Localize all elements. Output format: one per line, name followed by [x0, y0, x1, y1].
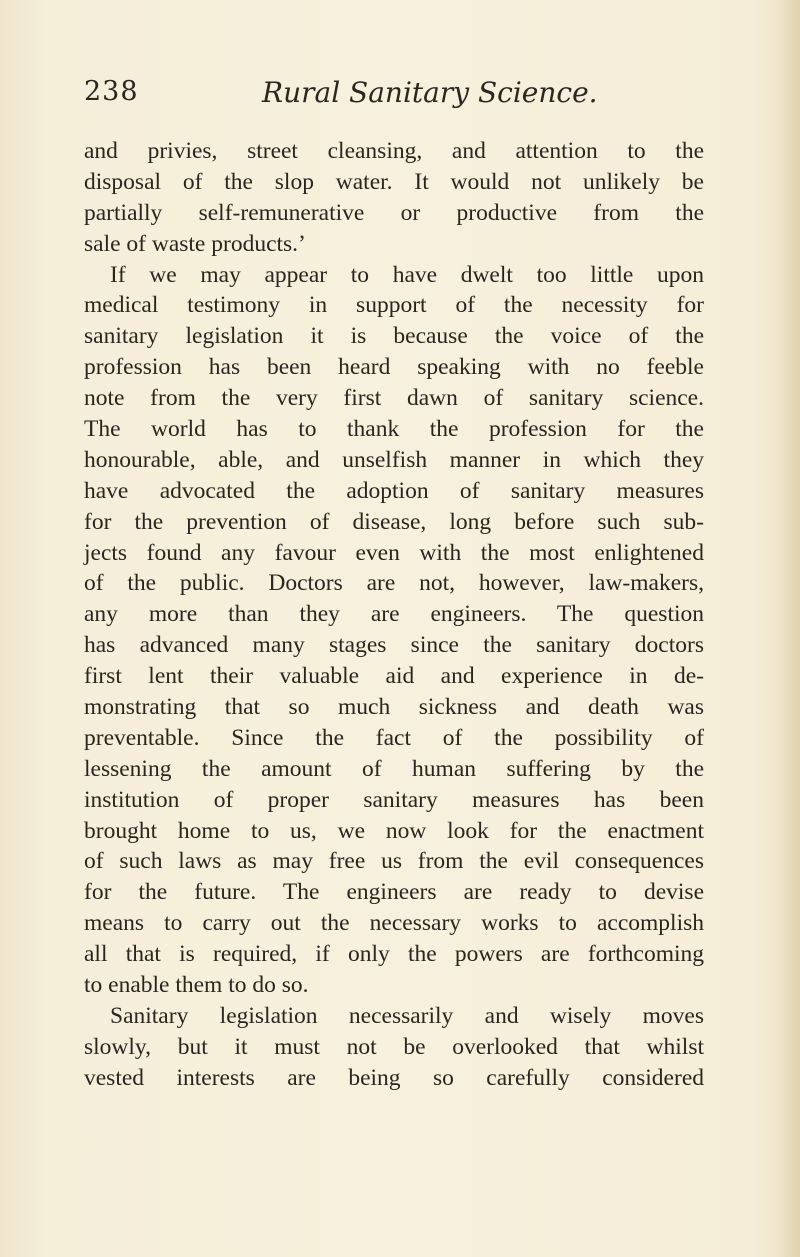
text-line: to enable them to do so. — [84, 972, 309, 999]
text-line: for the prevention of disease, long before such sub- — [84, 508, 704, 535]
paragraph-start-line: If we may appear to have dwelt too little upon — [110, 261, 704, 288]
text-line: sale of waste products.’ — [84, 230, 306, 257]
text-line: disposal of the slop water. It would not unlikely be — [84, 168, 704, 195]
text-line: The world has to thank the profession for the — [84, 416, 704, 443]
text-line: lessening the amount of human suffering by the — [84, 755, 704, 782]
page-edge-shadow — [778, 0, 800, 1257]
text-line: preventable. Since the fact of the possibility of — [84, 724, 704, 751]
text-line: of the public. Doctors are not, however, law-makers, — [84, 570, 704, 597]
text-line: brought home to us, we now look for the enactment — [84, 817, 704, 844]
text-line: slowly, but it must not be overlooked that whilst — [84, 1033, 704, 1060]
text-line: partially self-remunerative or productive from the — [84, 199, 704, 226]
body-text — [84, 136, 704, 1094]
text-line: any more than they are engineers. The question — [84, 601, 704, 628]
text-line: means to carry out the necessary works to accomplish — [84, 910, 704, 937]
text-line: institution of proper sanitary measures has been — [84, 786, 704, 813]
paragraph-start-line: Sanitary legislation necessarily and wisely moves — [110, 1002, 704, 1029]
text-line: for the future. The engineers are ready to devise — [84, 879, 704, 906]
text-line: first lent their valuable aid and experience in de- — [84, 663, 704, 690]
page-number: 238 — [84, 76, 139, 107]
text-line: jects found any favour even with the most enlightened — [84, 539, 704, 566]
text-line: has advanced many stages since the sanitary doctors — [84, 632, 704, 659]
text-line: and privies, street cleansing, and attention to the — [84, 138, 704, 164]
text-line: of such laws as may free us from the evil consequences — [84, 848, 704, 875]
text-line: all that is required, if only the powers are forthcoming — [84, 941, 704, 968]
running-title: Rural Sanitary Science. — [262, 76, 598, 109]
text-line: sanitary legislation it is because the voice of the — [84, 323, 704, 350]
running-header — [84, 76, 704, 116]
text-line: medical testimony in support of the necessity for — [84, 292, 704, 319]
text-line: monstrating that so much sickness and death was — [84, 694, 704, 721]
text-line: note from the very first dawn of sanitary science. — [84, 385, 704, 412]
text-line: have advocated the adoption of sanitary measures — [84, 477, 704, 504]
text-line: profession has been heard speaking with no feeble — [84, 354, 704, 381]
text-line: vested interests are being so carefully considered — [84, 1064, 704, 1091]
text-line: honourable, able, and unselfish manner in which they — [84, 446, 704, 473]
